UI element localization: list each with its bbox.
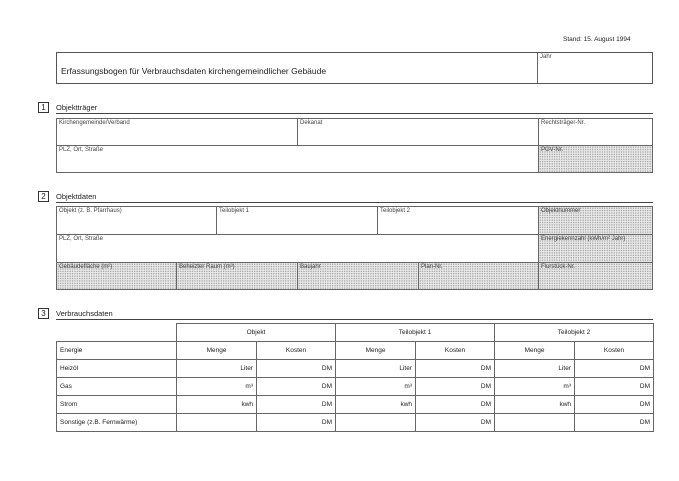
menge-cell[interactable] bbox=[177, 414, 257, 432]
section3-rule bbox=[56, 319, 653, 320]
col-header-kosten: Kosten bbox=[575, 342, 654, 360]
section3-number: 3 bbox=[38, 308, 49, 319]
objektnummer-label: Objektnummer bbox=[541, 208, 581, 214]
kosten-cell[interactable]: DM bbox=[575, 360, 654, 378]
objektnummer-field[interactable] bbox=[539, 207, 653, 235]
kirchengemeinde-label: Kirchengemeinde/Verband bbox=[59, 120, 130, 126]
group-header-teilobjekt1: Teilobjekt 1 bbox=[336, 324, 495, 342]
group-header-objekt: Objekt bbox=[177, 324, 336, 342]
section1-grid bbox=[56, 118, 653, 173]
menge-cell[interactable]: m³ bbox=[177, 378, 257, 396]
energie-name: Strom bbox=[57, 396, 177, 414]
col-header-menge: Menge bbox=[495, 342, 575, 360]
verbrauchsdaten-table bbox=[56, 323, 654, 432]
menge-cell[interactable] bbox=[495, 414, 575, 432]
pgvnr-field[interactable] bbox=[539, 146, 653, 173]
form-title-cell bbox=[57, 53, 538, 83]
energiekennzahl-field[interactable] bbox=[539, 235, 653, 263]
energie-name: Heizöl bbox=[57, 360, 177, 378]
energiekennzahl-label: Energiekennzahl (kWh/m² Jahr) bbox=[541, 236, 626, 242]
gebaeudeflaeche-field[interactable] bbox=[57, 263, 177, 290]
section1-title: Objektträger bbox=[56, 103, 98, 112]
menge-cell[interactable] bbox=[336, 414, 416, 432]
table-row bbox=[57, 396, 654, 414]
flurstueck-field[interactable] bbox=[539, 263, 653, 290]
baujahr-field[interactable] bbox=[298, 263, 419, 290]
energie-name: Sonstige (z.B. Fernwärme) bbox=[57, 414, 177, 432]
section1-rule bbox=[56, 113, 653, 114]
kosten-cell[interactable]: DM bbox=[416, 414, 495, 432]
menge-cell[interactable]: kwh bbox=[177, 396, 257, 414]
table-row bbox=[57, 378, 654, 396]
kosten-cell[interactable]: DM bbox=[575, 396, 654, 414]
kosten-cell[interactable]: DM bbox=[416, 378, 495, 396]
gebaeudeflaeche-label: Gebäudefläche (m²) bbox=[59, 264, 113, 270]
section1-number: 1 bbox=[38, 102, 49, 113]
menge-cell[interactable]: Liter bbox=[495, 360, 575, 378]
teilobjekt1-field[interactable] bbox=[217, 207, 378, 235]
kosten-cell[interactable]: DM bbox=[257, 378, 336, 396]
menge-cell[interactable]: Liter bbox=[177, 360, 257, 378]
section2-title: Objektdaten bbox=[56, 192, 97, 201]
jahr-field[interactable] bbox=[538, 53, 652, 83]
kosten-cell[interactable]: DM bbox=[416, 396, 495, 414]
menge-cell[interactable]: m³ bbox=[495, 378, 575, 396]
plan-nr-label: Plan-Nr. bbox=[421, 264, 443, 270]
objekt-label: Objekt (z. B. Pfarrhaus) bbox=[59, 208, 122, 214]
rechtstraeger-label: Rechtsträger-Nr. bbox=[541, 120, 586, 126]
kosten-cell[interactable]: DM bbox=[575, 378, 654, 396]
baujahr-label: Baujahr bbox=[300, 264, 321, 270]
menge-cell[interactable]: kwh bbox=[495, 396, 575, 414]
empty-corner bbox=[57, 324, 177, 342]
col-header-kosten: Kosten bbox=[257, 342, 336, 360]
teilobjekt2-label: Teilobjekt 2 bbox=[380, 208, 411, 214]
plz-ort-label-2: PLZ, Ort, Straße bbox=[59, 236, 104, 242]
energie-name: Gas bbox=[57, 378, 177, 396]
flurstueck-label: Flurstück-Nr. bbox=[541, 264, 576, 270]
form-title-box bbox=[56, 52, 653, 84]
col-header-kosten: Kosten bbox=[416, 342, 495, 360]
column-header-row bbox=[57, 342, 654, 360]
kirchengemeinde-field[interactable] bbox=[57, 119, 298, 146]
plz-ort-label-1: PLZ, Ort, Straße bbox=[59, 147, 104, 153]
rechtstraeger-field[interactable] bbox=[539, 119, 653, 146]
col-header-menge: Menge bbox=[336, 342, 416, 360]
dekanat-field[interactable] bbox=[298, 119, 539, 146]
plz-ort-field-2[interactable] bbox=[57, 235, 539, 263]
kosten-cell[interactable]: DM bbox=[257, 396, 336, 414]
teilobjekt1-label: Teilobjekt 1 bbox=[219, 208, 250, 214]
col-header-energie: Energie bbox=[57, 342, 177, 360]
teilobjekt2-field[interactable] bbox=[378, 207, 539, 235]
section2-number: 2 bbox=[38, 191, 49, 202]
section3-title: Verbrauchsdaten bbox=[56, 309, 113, 318]
kosten-cell[interactable]: DM bbox=[257, 360, 336, 378]
kosten-cell[interactable]: DM bbox=[575, 414, 654, 432]
beheizter-raum-field[interactable] bbox=[177, 263, 298, 290]
table-row bbox=[57, 414, 654, 432]
kosten-cell[interactable]: DM bbox=[257, 414, 336, 432]
group-header-row bbox=[57, 324, 654, 342]
dekanat-label: Dekanat bbox=[300, 120, 323, 126]
group-header-teilobjekt2: Teilobjekt 2 bbox=[495, 324, 654, 342]
plz-ort-field-1[interactable] bbox=[57, 146, 539, 173]
table-row bbox=[57, 360, 654, 378]
objekt-field[interactable] bbox=[57, 207, 217, 235]
col-header-menge: Menge bbox=[177, 342, 257, 360]
menge-cell[interactable]: Liter bbox=[336, 360, 416, 378]
menge-cell[interactable]: kwh bbox=[336, 396, 416, 414]
jahr-label: Jahr bbox=[540, 54, 552, 60]
beheizter-raum-label: Beheizter Raum (m³) bbox=[179, 264, 235, 270]
plan-nr-field[interactable] bbox=[419, 263, 539, 290]
pgvnr-label: PGV-Nr. bbox=[541, 147, 564, 153]
menge-cell[interactable]: m³ bbox=[336, 378, 416, 396]
form-title: Erfassungsbogen für Verbrauchsdaten kirchengemeindlicher Gebäude bbox=[61, 66, 327, 76]
stand-date: Stand: 15. August 1994 bbox=[563, 36, 631, 43]
kosten-cell[interactable]: DM bbox=[416, 360, 495, 378]
section2-grid bbox=[56, 206, 653, 290]
section2-rule bbox=[56, 202, 653, 203]
